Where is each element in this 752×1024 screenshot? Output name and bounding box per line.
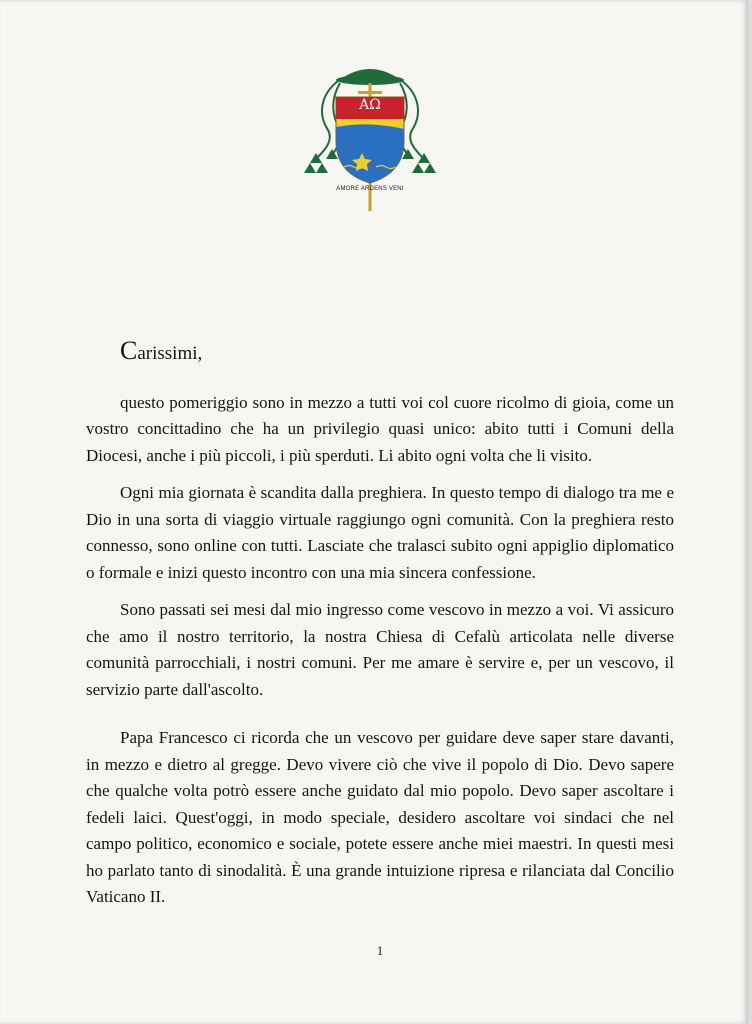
salutation-initial: C <box>120 336 138 365</box>
paragraph: questo pomeriggio sono in mezzo a tutti voi col cuore ricolmo di gioia, come un vostro concittadino che ha un privilegio quasi unico: abito tutti i Comuni della Diocesi, anche i più piccoli, i più sperduti. Li abito ogni volta che li visito. <box>86 392 674 465</box>
crest-motto: AMORE ARDENS VENI <box>336 186 404 192</box>
paragraph: Sono passati sei mesi dal mio ingresso come vescovo in mezzo a voi. Vi assicuro che amo il nostro territorio, la nostra Chiesa di Cefalù articolata nelle diverse comunità parrocchiali, i nostri comuni. Per me amare è servire e, per un vescovo, il servizio parte dall'ascolto. <box>86 600 674 699</box>
salutation <box>120 338 674 368</box>
page-number: 1 <box>376 943 384 958</box>
paragraph: Papa Francesco ci ricorda che un vescovo per guidare deve saper stare davanti, in mezzo e dietro al gregge. Devo vivere ciò che vive il popolo di Dio. Devo sapere che qualche volta potrò essere anche guidato dal mio popolo. Devo saper ascoltare i fedeli laici. Quest'oggi, in modo speciale, desidero ascoltare voi sindaci che nel campo politico, economico e sociale, potete essere anche miei maestri. In questi mesi ho parlato tanto di sinodalità. È una grande intuizione ripresa e rilanciata dal Concilio Vaticano II. <box>86 728 674 906</box>
salutation-rest: arissimi, <box>137 343 203 364</box>
paragraph: Ogni mia giornata è scandita dalla preghiera. In questo tempo di dialogo tra me e Dio in una sorta di viaggio virtuale raggiungo ogni comunità. Con la preghiera resto connesso, sono online con tutti. Lasciate che tralasci subito ogni appiglio diplomatico o formale e inizi questo incontro con una mia sincera confessione. <box>86 483 674 582</box>
shield-letters: AΩ <box>359 97 381 113</box>
letter-body <box>86 338 674 922</box>
